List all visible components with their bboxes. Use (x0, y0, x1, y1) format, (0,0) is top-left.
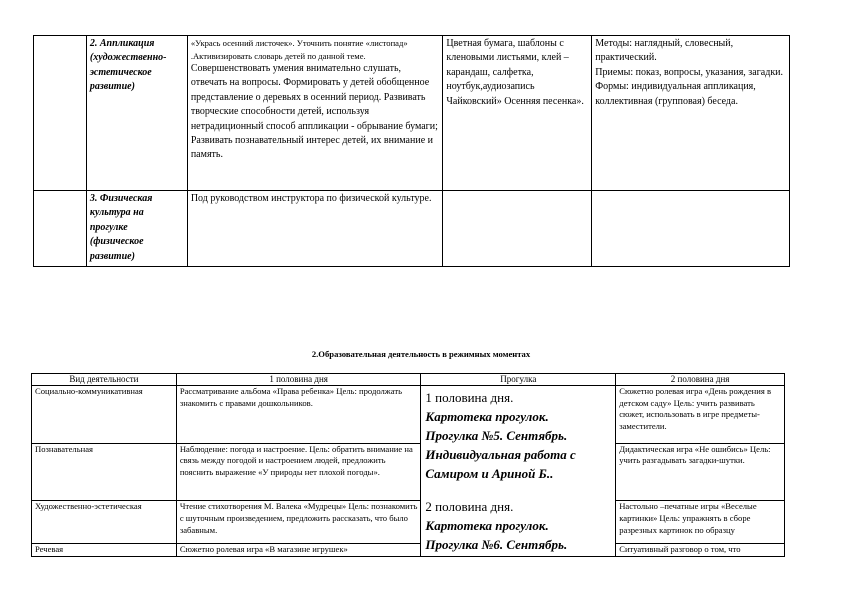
second-half-cell: Сюжетно ролевая игра «День рождения в детском саду» Цель: учить развивать сюжет, использовать в игре предметы-заместители. (616, 386, 785, 444)
second-half-cell: Дидактическая игра «Не ошибись» Цель: учить разгадывать загадки-шутки. (616, 443, 785, 501)
activity-subtitle: (художественно-эстетическое развитие) (89, 52, 167, 93)
activity-title: 2. Аппликация (89, 38, 155, 49)
content-lead: «Укрась осенний листочек». Уточнить понятие «листопад» .Активизировать словарь детей по данной теме. (190, 38, 408, 61)
activity-cell (86, 36, 187, 191)
header-cell: 2 половина дня (616, 374, 785, 386)
walk-line: Индивидуальная работа с Самиром и Ариной Б.. (425, 447, 576, 481)
table-row (32, 386, 785, 444)
walk-cell (421, 386, 616, 557)
second-half-cell: Ситуативный разговор о том, что (616, 543, 785, 556)
table-header-row (32, 374, 785, 386)
walk-line: 1 половина дня. (425, 390, 514, 405)
methods-cell (592, 36, 790, 191)
table-cell (34, 36, 87, 191)
table-cell (443, 191, 592, 267)
kind-cell: Художественно-эстетическая (32, 501, 177, 543)
header-cell: 1 половина дня (176, 374, 421, 386)
first-half-cell: Рассматривание альбома «Права ребенка» Цель: продолжать знакомить с правами дошкольников. (176, 386, 421, 444)
table-cell (592, 191, 790, 267)
kind-cell: Познавательная (32, 443, 177, 501)
table-row (32, 443, 785, 501)
methods-text: Методы: наглядный, словесный, практический. (595, 38, 734, 64)
first-half-cell: Сюжетно ролевая игра «В магазине игрушек» (176, 543, 421, 556)
section-title: 2.Образовательная деятельность в режимных моментах (311, 349, 531, 359)
walk-line: Картотека прогулок. (425, 409, 549, 424)
table-row (32, 501, 785, 543)
activities-table (33, 35, 790, 267)
routine-table (31, 373, 785, 557)
kind-cell: Социально-коммуникативная (32, 386, 177, 444)
forms-text: Формы: индивидуальная аппликация, коллективная (групповая) беседа. (595, 81, 756, 107)
activity-title: 3. Физическая культура на прогулке (89, 193, 153, 233)
techniques-text: Приемы: показ, вопросы, указания, загадки. (595, 66, 784, 78)
first-half-cell: Чтение стихотворения М. Валека «Мудрецы» Цель: познакомить с шуточным произведением, предложить рассказать, что было забавным. (176, 501, 421, 543)
content-cell (187, 36, 443, 191)
header-cell: Прогулка (421, 374, 616, 386)
walk-line: Картотека прогулок. (425, 518, 549, 533)
header-cell: Вид деятельности (32, 374, 177, 386)
table-row (32, 543, 785, 556)
walk-line: Прогулка №6. Сентябрь. (425, 537, 568, 552)
table-row (34, 36, 790, 191)
table-cell (34, 191, 87, 267)
table-row (34, 191, 790, 267)
second-half-cell: Настольно –печатные игры «Веселые картинки» Цель: упражнять в сборе разрезных картинок по образцу (616, 501, 785, 543)
walk-line: Прогулка №5. Сентябрь. (425, 428, 568, 443)
kind-cell: Речевая (32, 543, 177, 556)
first-half-cell: Наблюдение: погода и настроение. Цель: обратить внимание на связь между погодой и настроением людей, предложить пояснить выражение «У природы нет плохой погоды». (176, 443, 421, 501)
materials-cell: Цветная бумага, шаблоны с кленовыми листьями, клей – карандаш, салфетка, ноутбук,аудиозапись Чайковский» Осенняя песенка». (443, 36, 592, 191)
walk-line: 2 половина дня. (425, 499, 514, 514)
activity-cell (86, 191, 187, 267)
content-cell: Под руководством инструктора по физической культуре. (187, 191, 443, 267)
activity-subtitle: (физическое развитие) (89, 236, 144, 262)
content-body: Совершенствовать умения внимательно слушать, отвечать на вопросы. Формировать у детей обобщенное представление о деревьях в осенний период. Развивать творческие способности детей, используя нетрадиционный способ аппликации - обрывание бумаги; Развивать познавательный интерес детей, их внимание и память. (190, 63, 438, 161)
